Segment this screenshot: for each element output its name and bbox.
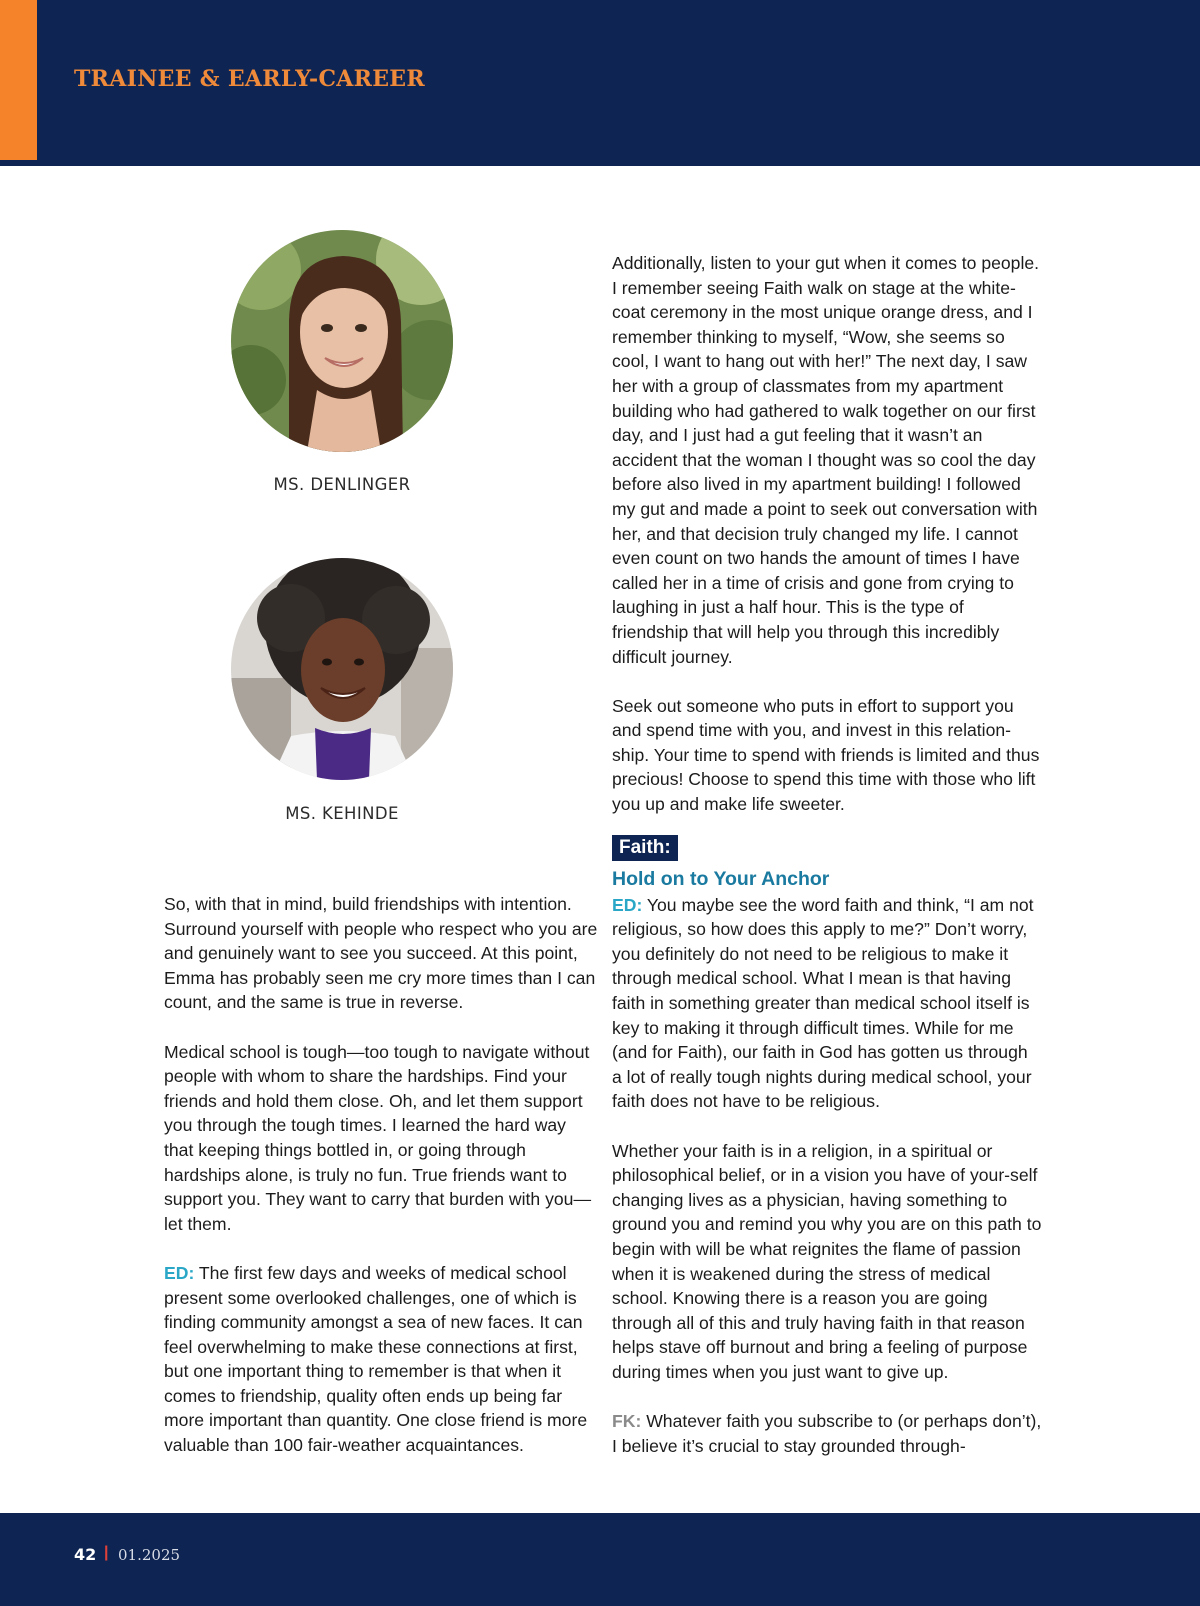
left-paragraph-3 <box>164 1261 598 1458</box>
speaker-label-ed: ED: <box>612 894 643 915</box>
portrait-kehinde <box>231 558 453 780</box>
header-accent-bar <box>0 0 37 160</box>
right-paragraph-4: Whether your faith is in a religion, in a spiritual or philosophical belief, or in a vision you have of your-self changing lives as a physician, having something to ground you and remind you why you are on this path to begin with will be what reignites the flame of passion when it is weakened during the stress of medical school. Knowing there is a reason you are going through all of this and truly having faith in that reason helps stave off burnout and bring a feeling of purpose during times when you just want to give up. <box>612 1140 1042 1382</box>
page-footer <box>0 1513 1200 1606</box>
left-paragraph-3-text: The first few days and weeks of medical school present some overlooked challenges, one of which is finding community amongst a sea of new faces. It can feel overwhelming to make these connections at first, but one important thing to remember is that when it comes to friendship, quality often ends up being far more important than quantity. One close friend is more valuable than 100 fair-weather acquaintances. <box>164 1262 588 1456</box>
portrait-caption-kehinde: MS. KEHINDE <box>285 804 399 823</box>
page-header <box>0 0 1200 166</box>
page-number: 42 <box>74 1545 97 1564</box>
left-paragraph-1: So, with that in mind, build friendships with intention. Surround yourself with people who respect who you are and genuinely want to see you succeed. At this point, Emma has probably seen me cry more times than I can count, and the same is true in reverse. <box>164 894 598 1013</box>
right-paragraph-3-text: You maybe see the word faith and think, “I am not religious, so how does this apply to me?” Don’t worry, you definitely do not need to be religious to make it through medical school. What I mean is that having faith in something greater than medical school itself is key to making it through difficult times. While for me (and for Faith), our faith in God has gotten us through a lot of really tough nights during medical school, your faith does not have to be religious. <box>612 894 1034 1112</box>
right-paragraph-1: Additionally, listen to your gut when it comes to people. I remember seeing Faith walk on stage at the white-coat ceremony in the most unique orange dress, and I remember thinking to myself, “Wow, she seems so cool, I want to hang out with her!” The next day, I saw her with a group of classmates from my apartment building who had gathered to walk together on our first day, and I just had a gut feeling that it wasn’t an accident that the woman I thought was so cool the day before also lived in my apartment building! I followed my gut and made a point to seek out conversation with her, and that decision truly changed my life. I cannot even count on two hands the amount of times I have called her in a time of crisis and gone from crying to laughing in just a half hour. This is the type of friendship that will help you through this incredibly difficult journey. <box>612 253 1040 667</box>
right-paragraph-3 <box>612 893 1042 1114</box>
speaker-label-ed: ED: <box>164 1262 195 1283</box>
section-subheading: Hold on to Your Anchor <box>612 867 830 890</box>
issue-date: 01.2025 <box>118 1546 181 1564</box>
left-text-column <box>164 892 598 1458</box>
speaker-label-fk: FK: <box>612 1411 642 1432</box>
portrait-denlinger <box>231 230 453 452</box>
right-text-column <box>612 251 1042 1458</box>
section-tag-faith: Faith: <box>612 835 678 861</box>
right-paragraph-5 <box>612 1409 1042 1458</box>
right-paragraph-5-text: Whatever faith you subscribe to (or perhaps don’t), I believe it’s crucial to stay grounded through- <box>612 1411 1042 1456</box>
left-paragraph-2: Medical school is tough—too tough to navigate without people with whom to share the hardships. Find your friends and hold them close. Oh, and let them support you through the tough times. I learned the hard way that keeping things bottled in, or going through hardships alone, is truly no fun. True friends want to support you. They want to carry that burden with you—let them. <box>164 1041 592 1234</box>
section-title: TRAINEE & EARLY-CAREER <box>74 66 425 92</box>
right-paragraph-2: Seek out someone who puts in effort to support you and spend time with you, and invest in this relation-ship. Your time to spend with friends is limited and thus precious! Choose to spend this time with those who lift you up and make life sweeter. <box>612 695 1040 815</box>
portrait-caption-denlinger: MS. DENLINGER <box>273 475 411 494</box>
footer-separator: | <box>104 1544 109 1561</box>
